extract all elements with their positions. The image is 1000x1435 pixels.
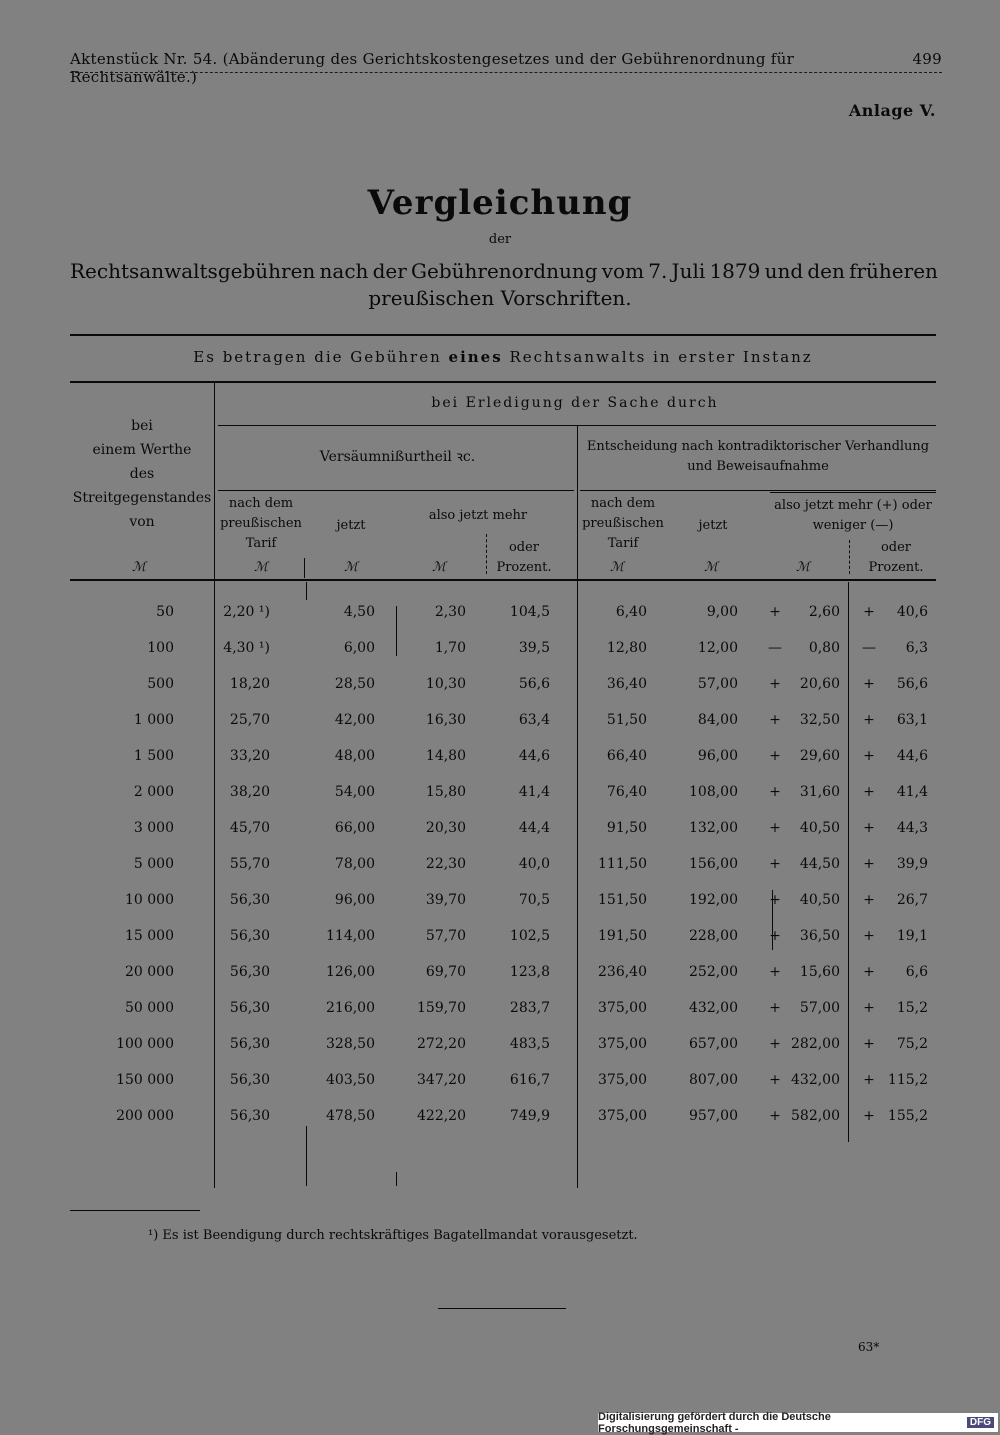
diff-rule	[770, 492, 936, 493]
unit-preuss-left: ℳ	[254, 560, 268, 575]
cell-proz: 616,7	[509, 1072, 550, 1088]
cell-preuss: 56,30	[229, 964, 270, 980]
col-header-value-line: einem Werthe	[92, 442, 192, 458]
cell-jetzt: 54,00	[334, 784, 375, 800]
cell-sign: +	[769, 892, 781, 908]
cell-r-jetzt: 807,00	[689, 1072, 738, 1088]
cell-mehr: 39,70	[425, 892, 466, 908]
cell-r-preuss: 151,50	[598, 892, 647, 908]
table-top-rule	[70, 334, 936, 336]
cell-psign: +	[863, 892, 875, 908]
cell-r-jetzt: 108,00	[689, 784, 738, 800]
cell-proz: 483,5	[509, 1036, 550, 1052]
cell-psign: +	[863, 820, 875, 836]
cell-wert: 100 000	[116, 1036, 174, 1052]
subtitle-word: 1879	[709, 259, 761, 283]
cell-jetzt: 328,50	[326, 1036, 375, 1052]
cell-mehr: 2,30	[434, 604, 466, 620]
cell-wert: 1 000	[133, 712, 174, 728]
cell-wert: 50 000	[125, 1000, 174, 1016]
cell-diff: 44,50	[799, 856, 840, 872]
cell-sign: +	[769, 604, 781, 620]
cell-proz: 40,0	[518, 856, 550, 872]
cell-proz: 70,5	[518, 892, 550, 908]
footnote-rule	[70, 1210, 200, 1211]
col-header-mehr-right: also jetzt mehr (+) oder weniger (—)	[774, 498, 932, 533]
group-rule	[218, 425, 936, 426]
cell-proz: 123,8	[509, 964, 550, 980]
cell-r-preuss: 36,40	[606, 676, 647, 692]
cell-r-preuss: 375,00	[598, 1072, 647, 1088]
cell-psign: +	[863, 928, 875, 944]
cell-r-jetzt: 957,00	[689, 1108, 738, 1124]
subtitle-word: Gebührenordnung	[411, 259, 598, 283]
col-header-value	[70, 414, 214, 534]
subtitle-word: und	[764, 259, 804, 283]
cell-r-jetzt: 9,00	[706, 604, 738, 620]
anlage-label: Anlage V.	[848, 101, 936, 120]
cell-r-proz: 41,4	[896, 784, 928, 800]
cell-jetzt: 42,00	[334, 712, 375, 728]
dfg-banner-text: Digitalisierung gefördert durch die Deutsche Forschungsgemeinschaft -	[598, 1410, 831, 1435]
cell-r-preuss: 191,50	[598, 928, 647, 944]
cell-wert: 150 000	[116, 1072, 174, 1088]
cell-sign: +	[769, 676, 781, 692]
dfg-logo-icon: DFG	[967, 1417, 994, 1428]
cell-psign: —	[862, 640, 876, 656]
subtitle-word: früheren	[849, 259, 938, 283]
cell-mehr: 69,70	[425, 964, 466, 980]
cell-diff: 36,50	[799, 928, 840, 944]
subtitle-word: vom	[601, 259, 645, 283]
cell-sign: +	[769, 928, 781, 944]
cell-preuss: 56,30	[229, 1000, 270, 1016]
cell-sign: +	[769, 964, 781, 980]
subtitle-line-2: preußischen Vorschriften.	[368, 286, 632, 310]
cell-psign: +	[863, 676, 875, 692]
cell-sign: +	[769, 1072, 781, 1088]
cell-r-proz: 40,6	[896, 604, 928, 620]
body-tick-1	[306, 582, 307, 600]
cell-r-preuss: 375,00	[598, 1036, 647, 1052]
subgroup-left-header: Versäumnißurtheil ꝛc.	[319, 449, 476, 465]
cell-jetzt: 126,00	[326, 964, 375, 980]
cell-r-jetzt: 657,00	[689, 1036, 738, 1052]
cell-proz: 44,4	[518, 820, 550, 836]
col-header-value-line: bei	[131, 418, 153, 434]
cell-mehr: 16,30	[425, 712, 466, 728]
unit-preuss-right: ℳ	[610, 560, 624, 575]
cell-proz: 44,6	[518, 748, 550, 764]
cell-wert: 100	[147, 640, 174, 656]
cell-r-proz: 44,3	[896, 820, 928, 836]
cell-sign: —	[768, 640, 782, 656]
cell-mehr: 422,20	[417, 1108, 466, 1124]
cell-wert: 10 000	[125, 892, 174, 908]
group-header: bei Erledigung der Sache durch	[431, 395, 719, 411]
cell-jetzt: 78,00	[334, 856, 375, 872]
cell-mehr: 347,20	[417, 1072, 466, 1088]
table-row	[0, 640, 1000, 676]
cell-r-jetzt: 96,00	[697, 748, 738, 764]
col-header-proz-left: oder Prozent.	[496, 540, 552, 575]
cell-proz: 283,7	[509, 1000, 550, 1016]
subtitle-word: der	[372, 259, 407, 283]
running-header	[70, 50, 942, 86]
cell-psign: +	[863, 1108, 875, 1124]
cell-r-proz: 6,3	[905, 640, 928, 656]
cell-preuss: 25,70	[229, 712, 270, 728]
cell-r-proz: 56,6	[896, 676, 928, 692]
cell-sign: +	[769, 1036, 781, 1052]
cell-preuss: 56,30	[229, 1036, 270, 1052]
cell-r-proz: 6,6	[905, 964, 928, 980]
table-row	[0, 1072, 1000, 1108]
cell-jetzt: 114,00	[326, 928, 375, 944]
cell-jetzt: 403,50	[326, 1072, 375, 1088]
cell-jetzt: 6,00	[343, 640, 375, 656]
cell-diff: 15,60	[799, 964, 840, 980]
cell-preuss: 38,20	[229, 784, 270, 800]
cell-diff: 20,60	[799, 676, 840, 692]
col-header-value-line: Streitgegenstandes	[72, 490, 212, 506]
cell-r-jetzt: 132,00	[689, 820, 738, 836]
unit-tick-1	[304, 558, 305, 578]
cell-sign: +	[769, 1000, 781, 1016]
title-der: der	[488, 232, 512, 247]
col-header-value-line: von	[129, 514, 155, 530]
cell-r-preuss: 236,40	[598, 964, 647, 980]
col-header-jetzt-left: jetzt	[336, 518, 366, 533]
cell-preuss: 33,20	[229, 748, 270, 764]
cell-proz: 104,5	[509, 604, 550, 620]
cell-diff: 432,00	[791, 1072, 840, 1088]
cell-wert: 50	[156, 604, 174, 620]
cell-wert: 500	[147, 676, 174, 692]
page-number: 499	[912, 50, 942, 68]
table-row	[0, 1036, 1000, 1072]
unit-diff-right: ℳ	[796, 560, 810, 575]
cell-r-jetzt: 12,00	[697, 640, 738, 656]
cell-mehr: 159,70	[417, 1000, 466, 1016]
cell-r-jetzt: 252,00	[689, 964, 738, 980]
unit-jetzt-right: ℳ	[704, 560, 718, 575]
cell-diff: 31,60	[799, 784, 840, 800]
dfg-banner	[598, 1410, 998, 1435]
cell-r-preuss: 76,40	[606, 784, 647, 800]
unit-jetzt-left: ℳ	[344, 560, 358, 575]
table-row	[0, 964, 1000, 1000]
cell-r-proz: 155,2	[887, 1108, 928, 1124]
cell-diff: 40,50	[799, 820, 840, 836]
signature-mark: 63*	[858, 1340, 880, 1354]
col-header-jetzt-right: jetzt	[698, 518, 728, 533]
cell-r-proz: 75,2	[896, 1036, 928, 1052]
cell-r-proz: 15,2	[896, 1000, 928, 1016]
cell-r-preuss: 375,00	[598, 1108, 647, 1124]
table-row	[0, 712, 1000, 748]
cell-r-proz: 44,6	[896, 748, 928, 764]
cell-jetzt: 48,00	[334, 748, 375, 764]
cell-preuss: 4,30 ¹)	[223, 640, 270, 656]
table-body-rule	[70, 579, 936, 581]
col-header-mehr-left: also jetzt mehr	[428, 508, 528, 523]
body-tick-5	[396, 1172, 397, 1186]
col-header-preuss-right: nach dem preußischen Tarif	[582, 496, 664, 551]
cell-wert: 5 000	[133, 856, 174, 872]
table-intro-pre: Es betragen die Gebühren	[193, 348, 449, 366]
cell-preuss: 55,70	[229, 856, 270, 872]
cell-mehr: 15,80	[425, 784, 466, 800]
cell-r-preuss: 375,00	[598, 1000, 647, 1016]
cell-mehr: 10,30	[425, 676, 466, 692]
cell-wert: 20 000	[125, 964, 174, 980]
col-header-preuss-left: nach dem preußischen Tarif	[220, 496, 302, 551]
cell-sign: +	[769, 748, 781, 764]
cell-r-jetzt: 57,00	[697, 676, 738, 692]
table-row	[0, 676, 1000, 712]
cell-diff: 582,00	[791, 1108, 840, 1124]
cell-wert: 1 500	[133, 748, 174, 764]
table-row	[0, 892, 1000, 928]
cell-diff: 57,00	[799, 1000, 840, 1016]
cell-psign: +	[863, 1036, 875, 1052]
table-row	[0, 1000, 1000, 1036]
cell-diff: 0,80	[808, 640, 840, 656]
cell-r-preuss: 66,40	[606, 748, 647, 764]
table-intro-post: Rechtsanwalts in erster Instanz	[502, 348, 813, 366]
cell-r-preuss: 111,50	[598, 856, 647, 872]
cell-jetzt: 96,00	[334, 892, 375, 908]
cell-r-proz: 115,2	[887, 1072, 928, 1088]
cell-sign: +	[769, 784, 781, 800]
cell-wert: 2 000	[133, 784, 174, 800]
cell-r-preuss: 6,40	[615, 604, 647, 620]
unit-mehr-left: ℳ	[432, 560, 446, 575]
subtitle-word: nach	[319, 259, 369, 283]
cell-diff: 282,00	[791, 1036, 840, 1052]
cell-mehr: 20,30	[425, 820, 466, 836]
cell-psign: +	[863, 784, 875, 800]
col-header-value-line: des	[129, 466, 155, 482]
subtitle-word: Rechtsanwaltsgebühren	[70, 259, 316, 283]
table-row	[0, 820, 1000, 856]
cell-preuss: 56,30	[229, 892, 270, 908]
cell-psign: +	[863, 964, 875, 980]
cell-r-preuss: 51,50	[606, 712, 647, 728]
cell-r-jetzt: 228,00	[689, 928, 738, 944]
table-row	[0, 1108, 1000, 1144]
cell-diff: 40,50	[799, 892, 840, 908]
subgroup-right-rule	[580, 490, 936, 491]
cell-psign: +	[863, 856, 875, 872]
subgroup-right-header: Entscheidung nach kontradiktorischer Verhandlung und Beweisaufnahme	[586, 439, 930, 474]
cell-jetzt: 4,50	[343, 604, 375, 620]
cell-r-jetzt: 84,00	[697, 712, 738, 728]
cell-r-jetzt: 156,00	[689, 856, 738, 872]
cell-preuss: 56,30	[229, 1108, 270, 1124]
cell-r-proz: 39,9	[896, 856, 928, 872]
cell-psign: +	[863, 1072, 875, 1088]
cell-proz: 63,4	[518, 712, 550, 728]
subtitle-word: Juli	[671, 259, 706, 283]
cell-wert: 3 000	[133, 820, 174, 836]
cell-jetzt: 478,50	[326, 1108, 375, 1124]
cell-jetzt: 216,00	[326, 1000, 375, 1016]
subtitle-word: 7.	[648, 259, 668, 283]
table-row	[0, 928, 1000, 964]
cell-diff: 32,50	[799, 712, 840, 728]
cell-wert: 200 000	[116, 1108, 174, 1124]
cell-diff: 2,60	[808, 604, 840, 620]
table-row	[0, 748, 1000, 784]
subtitle-word: den	[807, 259, 845, 283]
cell-preuss: 18,20	[229, 676, 270, 692]
cell-proz: 39,5	[518, 640, 550, 656]
cell-proz: 749,9	[509, 1108, 550, 1124]
cell-mehr: 272,20	[417, 1036, 466, 1052]
cell-sign: +	[769, 856, 781, 872]
cell-mehr: 1,70	[434, 640, 466, 656]
table-intro	[70, 348, 936, 366]
cell-psign: +	[863, 604, 875, 620]
cell-diff: 29,60	[799, 748, 840, 764]
cell-preuss: 2,20 ¹)	[223, 604, 270, 620]
cell-proz: 41,4	[518, 784, 550, 800]
cell-proz: 56,6	[518, 676, 550, 692]
cell-r-jetzt: 432,00	[689, 1000, 738, 1016]
footnote: ¹) Es ist Beendigung durch rechtskräftiges Bagatellmandat vorausgesetzt.	[148, 1228, 638, 1243]
header-dash-right	[849, 540, 850, 574]
cell-sign: +	[769, 712, 781, 728]
table-row	[0, 604, 1000, 640]
cell-r-preuss: 91,50	[606, 820, 647, 836]
cell-mehr: 57,70	[425, 928, 466, 944]
cell-r-proz: 63,1	[896, 712, 928, 728]
cell-psign: +	[863, 748, 875, 764]
cell-wert: 15 000	[125, 928, 174, 944]
cell-sign: +	[769, 820, 781, 836]
end-rule	[438, 1308, 566, 1309]
cell-r-proz: 19,1	[896, 928, 928, 944]
cell-mehr: 22,30	[425, 856, 466, 872]
cell-sign: +	[769, 1108, 781, 1124]
cell-jetzt: 66,00	[334, 820, 375, 836]
cell-preuss: 45,70	[229, 820, 270, 836]
running-header-text: Aktenstück Nr. 54. (Abänderung des Gerichtskostengesetzes und der Gebührenordnung für Rechtsanwälte.)	[70, 50, 795, 86]
cell-psign: +	[863, 1000, 875, 1016]
page-title: Vergleichung	[367, 183, 633, 223]
cell-preuss: 56,30	[229, 1072, 270, 1088]
cell-r-preuss: 12,80	[606, 640, 647, 656]
cell-r-jetzt: 192,00	[689, 892, 738, 908]
cell-psign: +	[863, 712, 875, 728]
cell-r-proz: 26,7	[896, 892, 928, 908]
cell-proz: 102,5	[509, 928, 550, 944]
table-header-rule	[70, 381, 936, 383]
subtitle-line-1	[70, 259, 938, 283]
cell-preuss: 56,30	[229, 928, 270, 944]
header-dash-left	[486, 534, 487, 574]
col-header-proz-right: oder Prozent.	[868, 540, 924, 575]
header-rule	[70, 72, 942, 73]
unit-value: ℳ	[132, 560, 146, 575]
table-intro-bold: eines	[448, 348, 503, 366]
cell-jetzt: 28,50	[334, 676, 375, 692]
table-row	[0, 784, 1000, 820]
cell-mehr: 14,80	[425, 748, 466, 764]
subgroup-left-rule	[218, 490, 574, 491]
table-row	[0, 856, 1000, 892]
